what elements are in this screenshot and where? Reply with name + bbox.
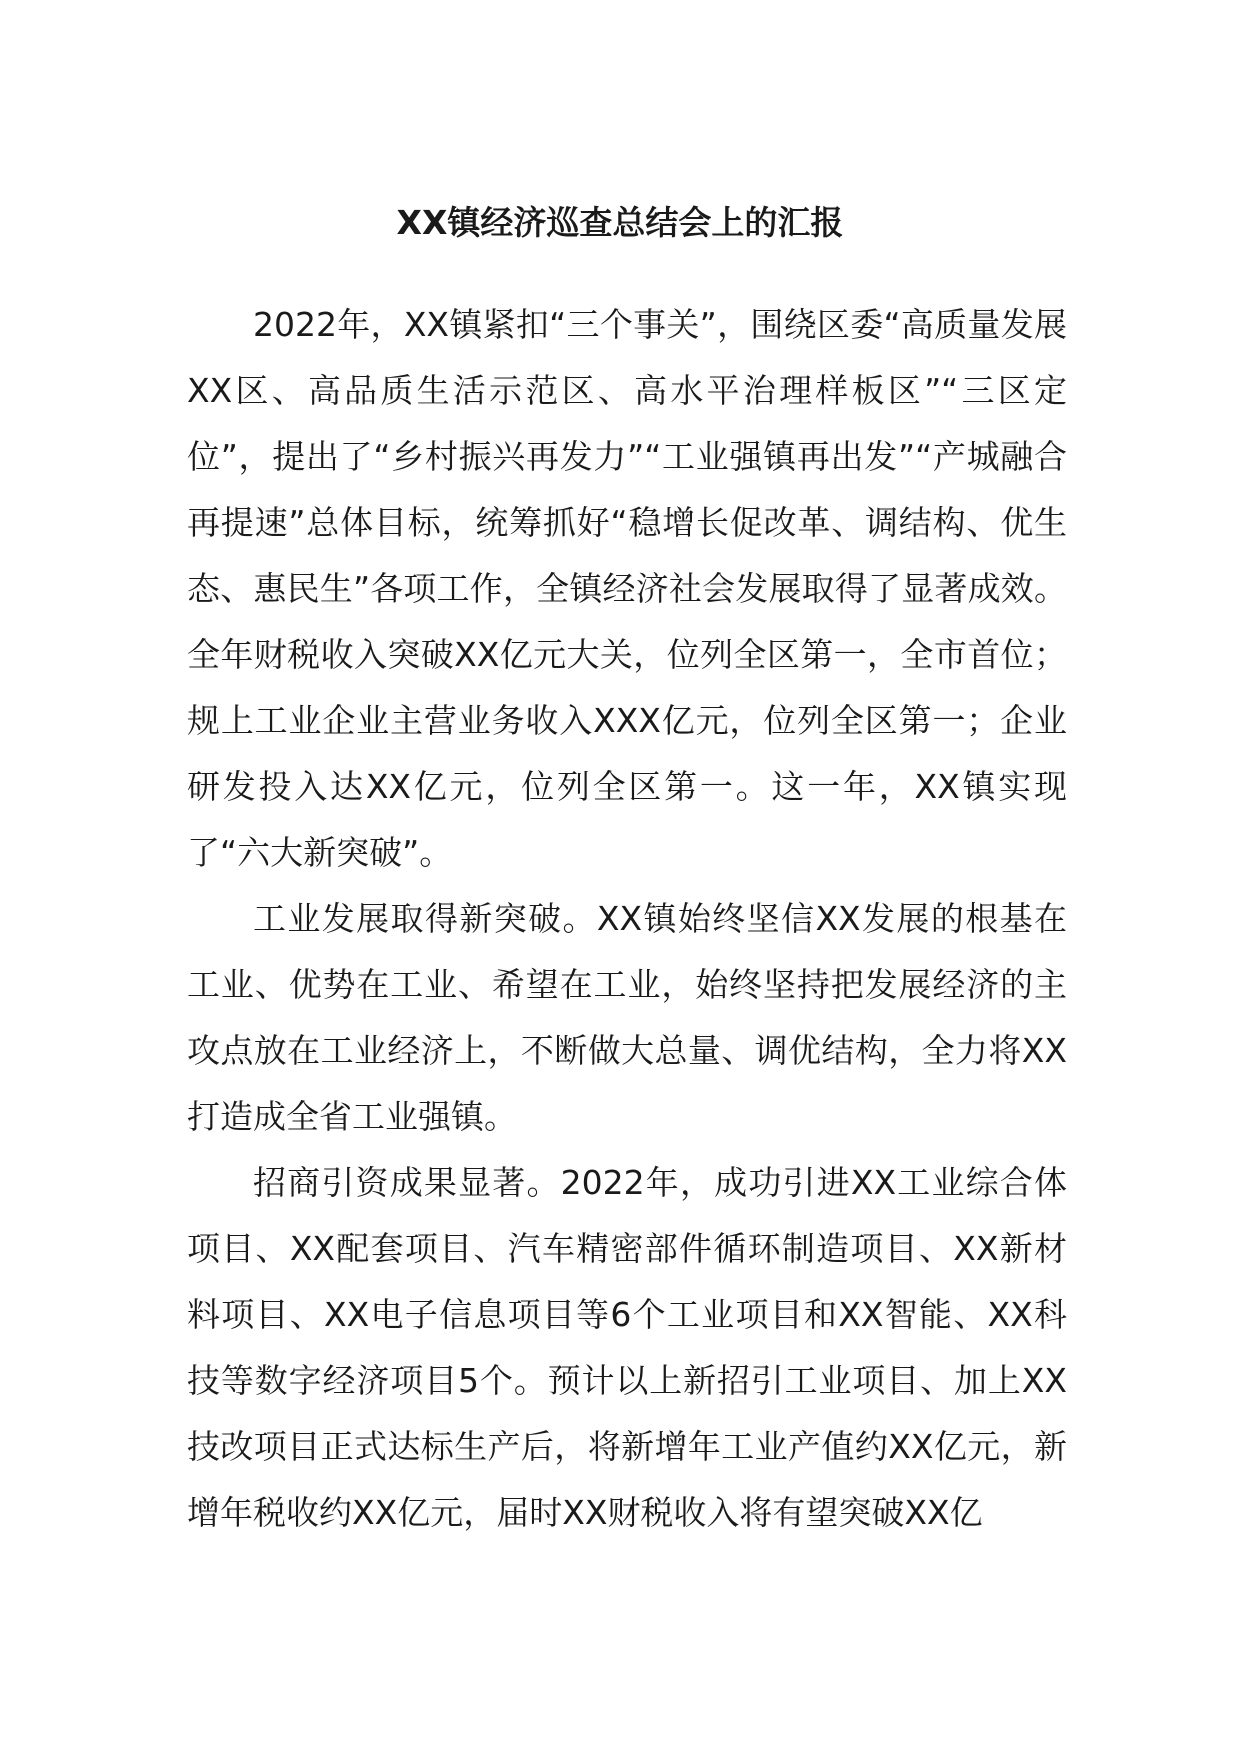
paragraph-industry: 工业发展取得新突破。XX镇始终坚信XX发展的根基在工业、优势在工业、希望在工业，始终坚持把发展经济的主攻点放在工业经济上，不断做大总量、调优结构，全力将XX打造成全省工业强镇。: [187, 899, 1067, 1136]
paragraph-intro: 2022年，XX镇紧扣“三个事关”，围绕区委“高质量发展XX区、高品质生活示范区、高水平治理样板区”“三区定位”，提出了“乡村振兴再发力”“工业强镇再出发”“产城融合再提速”总体目标，统筹抓好“稳增长促改革、调结构、优生态、惠民生”各项工作，全镇经济社会发展取得了显著成效。全年财税收入突破XX亿元大关，位列全区第一，全市首位；规上工业企业主营业务收入XXX亿元，位列全区第一；企业研发投入达XX亿元，位列全区第一。这一年，XX镇实现了“六大新突破”。: [187, 305, 1067, 872]
document-title: XX镇经济巡查总结会上的汇报: [396, 203, 844, 242]
paragraph-investment: 招商引资成果显著。2022年，成功引进XX工业综合体项目、XX配套项目、汽车精密部件循环制造项目、XX新材料项目、XX电子信息项目等6个工业项目和XX智能、XX科技等数字经济项目5个。预计以上新招引工业项目、加上XX技改项目正式达标生产后，将新增年工业产值约XX亿元，新增年税收约XX亿元，届时XX财税收入将有望突破XX亿: [187, 1163, 1067, 1532]
document-body: [187, 292, 1067, 1546]
